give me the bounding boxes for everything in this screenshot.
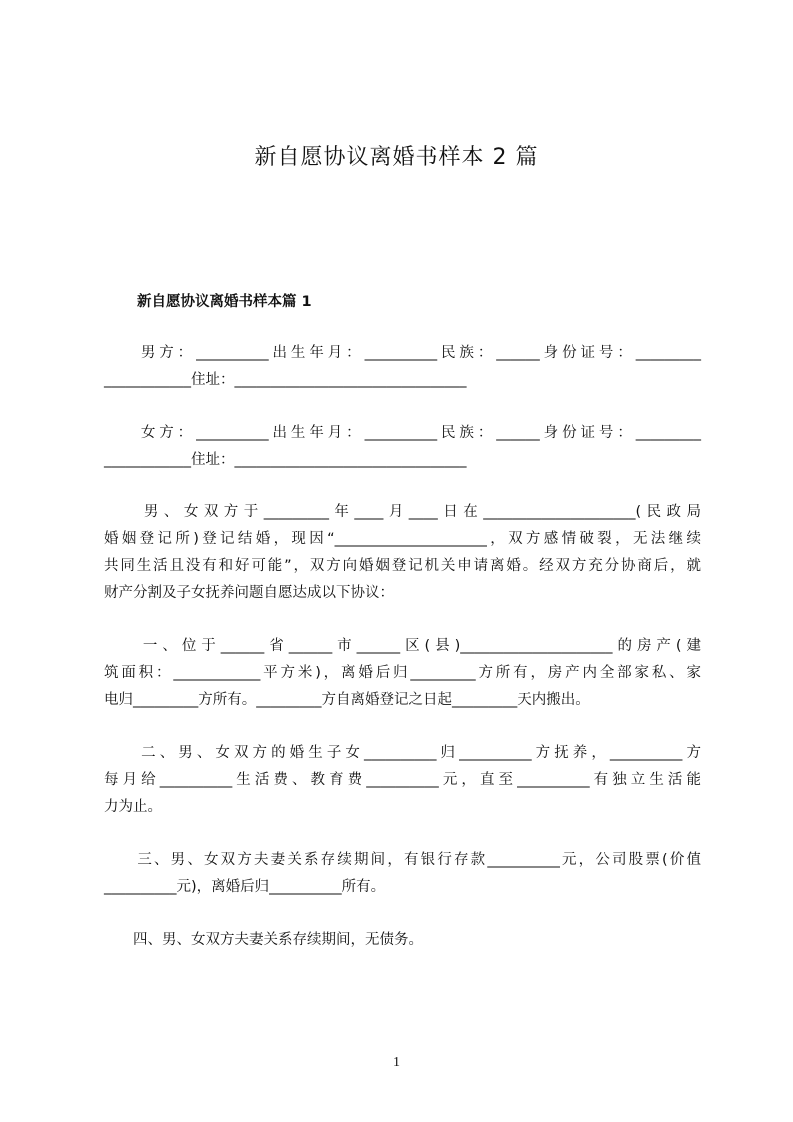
intro-line-3: 共同生活且没有和好可能”，双方向婚姻登记机关申请离婚。经双方充分协商后，就 <box>104 558 701 574</box>
female-info-line-2: ____________住址：________________________________ <box>104 452 467 468</box>
clause-3-line-1: 三、男、女双方夫妻关系存续期间，有银行存款__________元，公司股票(价值 <box>104 852 701 868</box>
clause-2-paragraph <box>104 740 701 821</box>
male-info-line-1: 男方：__________出生年月：__________民族：______身份证号：_________ <box>104 345 701 361</box>
clause-2-line-3: 力为止。 <box>104 799 162 815</box>
intro-paragraph <box>104 499 701 607</box>
clause-4-paragraph <box>104 927 701 954</box>
clause-3-line-2: __________元)，离婚后归__________所有。 <box>104 879 386 895</box>
clause-2-line-2: 每月给__________生活费、教育费__________元，直至__________有独立生活能 <box>104 772 701 788</box>
clause-2-line-1: 二、男、女双方的婚生子女__________归__________方抚养，__________方 <box>104 745 701 761</box>
intro-line-1: 男、女双方于_________年____月____日在_____________________(民政局 <box>104 504 701 520</box>
document-title: 新自愿协议离婚书样本 2 篇 <box>254 145 539 170</box>
intro-line-2: 婚姻登记所)登记结婚，现因“_____________________，双方感情破裂，无法继续 <box>104 531 701 547</box>
clause-4-line-1: 四、男、女双方夫妻关系存续期间，无债务。 <box>104 932 423 948</box>
female-info-line-1: 女方：__________出生年月：__________民族：______身份证号：_________ <box>104 425 701 441</box>
male-info-line-2: ____________住址：________________________________ <box>104 372 467 388</box>
clause-3-paragraph <box>104 847 701 901</box>
clause-1-line-3: 电归_________方所有。_________方自离婚登记之日起_________天内搬出。 <box>104 692 590 708</box>
male-info-paragraph <box>104 340 701 394</box>
female-info-paragraph <box>104 420 701 474</box>
clause-1-line-1: 一、位于______省______市______区(县)_____________________的房产(建 <box>104 638 701 654</box>
page-number: 1 <box>393 1055 400 1070</box>
intro-line-4: 财产分割及子女抚养问题自愿达成以下协议： <box>104 585 394 601</box>
section-title: 新自愿协议离婚书样本篇 1 <box>137 294 312 310</box>
clause-1-line-2: 筑面积：____________平方米)，离婚后归_________方所有，房产内全部家私、家 <box>104 665 701 681</box>
clause-1-paragraph <box>104 633 701 714</box>
